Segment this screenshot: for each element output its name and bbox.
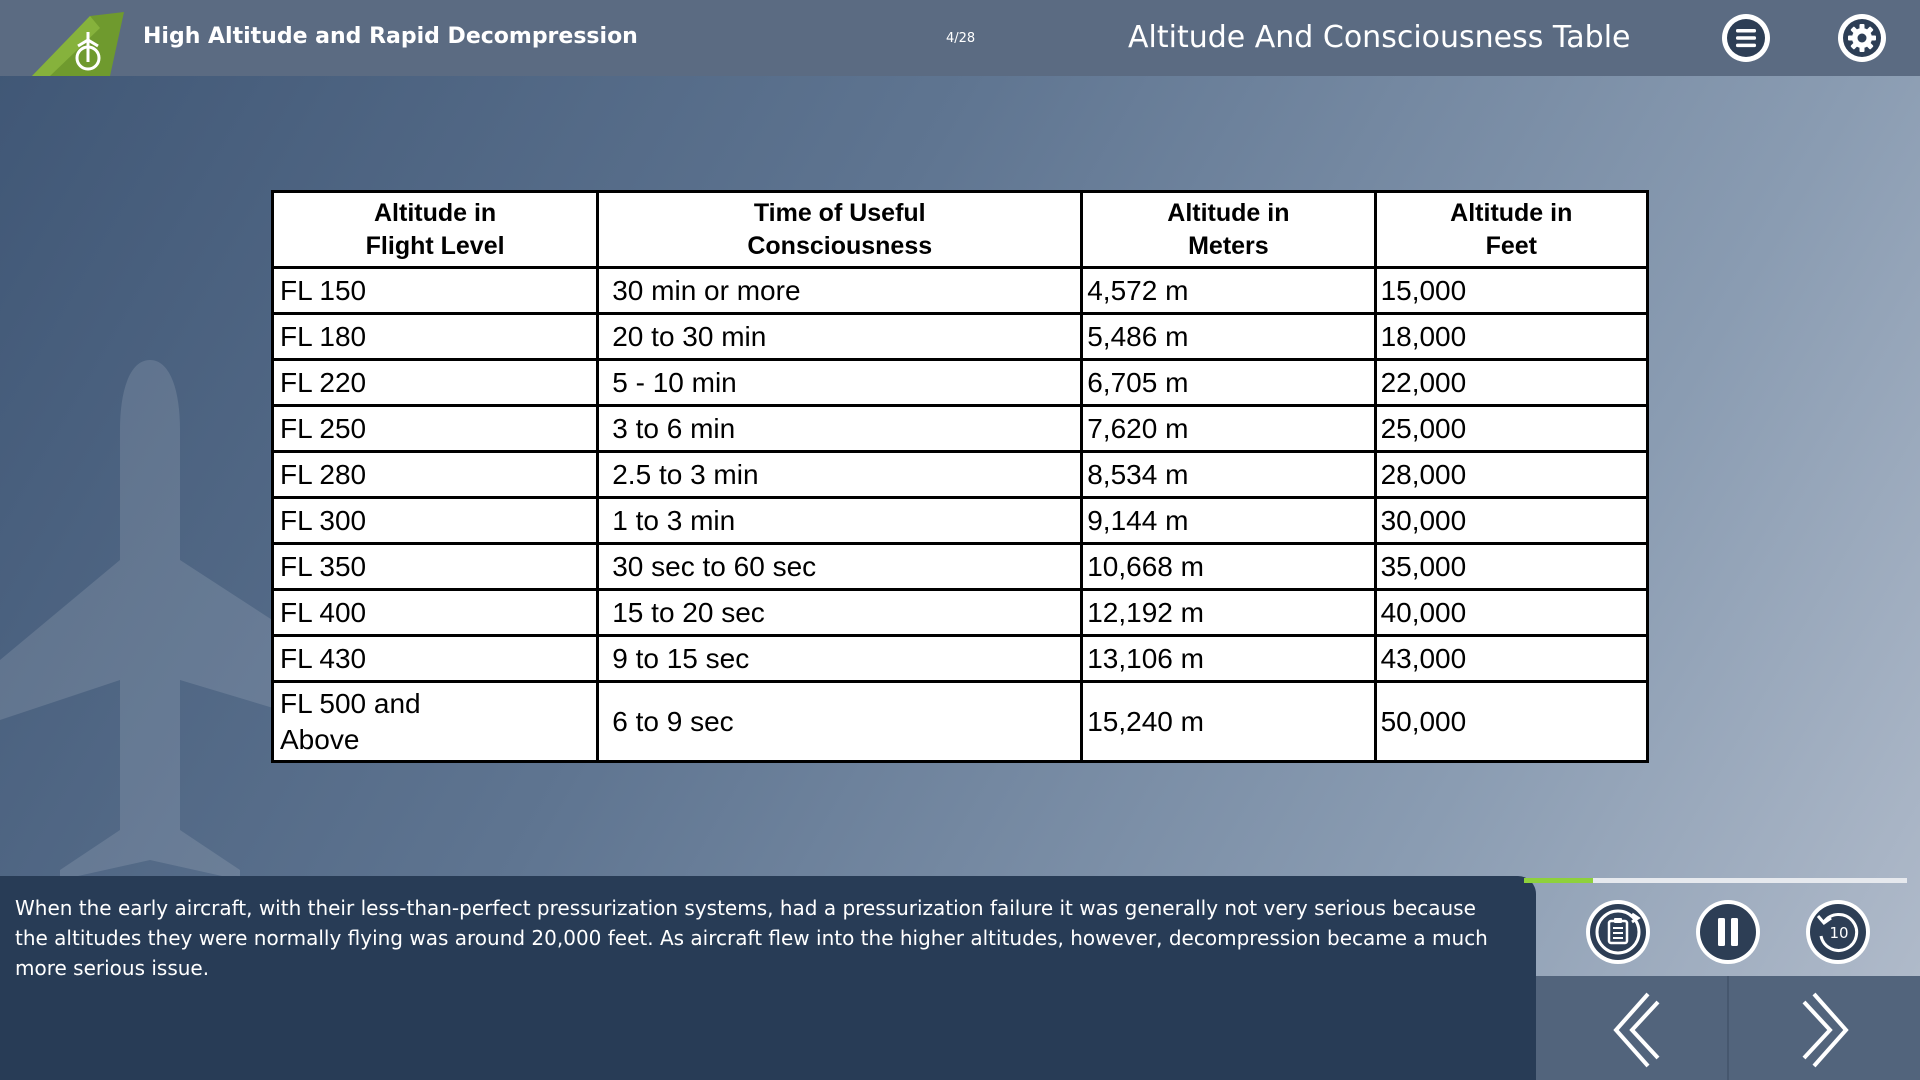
cell-meters: 13,106 m	[1082, 636, 1375, 682]
table-header-row	[273, 192, 1648, 268]
svg-text:10: 10	[1829, 924, 1849, 942]
cell-time: 30 sec to 60 sec	[598, 544, 1082, 590]
cell-flight-level: FL 300	[273, 498, 598, 544]
previous-page-button[interactable]	[1606, 990, 1666, 1070]
cell-flight-level: FL 150	[273, 268, 598, 314]
cell-feet: 15,000	[1375, 268, 1647, 314]
pause-icon	[1696, 900, 1760, 964]
cell-time: 20 to 30 min	[598, 314, 1082, 360]
chevron-right-icon	[1796, 990, 1856, 1070]
screen-title: Altitude And Consciousness Table	[1128, 20, 1631, 55]
audio-progress-fill	[1524, 878, 1593, 883]
table-row	[273, 406, 1648, 452]
airline-logo-icon	[30, 6, 126, 76]
player-controls	[1536, 888, 1920, 976]
cell-flight-level: FL 220	[273, 360, 598, 406]
gear-icon	[1838, 14, 1886, 62]
cell-feet: 43,000	[1375, 636, 1647, 682]
next-page-button[interactable]	[1796, 990, 1856, 1070]
cell-flight-level: FL 180	[273, 314, 598, 360]
narration-caption-panel	[0, 876, 1536, 1080]
nav-divider	[1727, 976, 1729, 1080]
cell-time: 30 min or more	[598, 268, 1082, 314]
cell-feet: 35,000	[1375, 544, 1647, 590]
replay-10-icon	[1806, 900, 1870, 964]
cell-meters: 7,620 m	[1082, 406, 1375, 452]
table-row	[273, 590, 1648, 636]
table-row	[273, 682, 1648, 762]
cell-meters: 4,572 m	[1082, 268, 1375, 314]
cell-feet: 50,000	[1375, 682, 1647, 762]
cell-flight-level: FL 500 and Above	[273, 682, 598, 762]
navigation-bar	[1536, 976, 1920, 1080]
cell-feet: 28,000	[1375, 452, 1647, 498]
cell-flight-level: FL 400	[273, 590, 598, 636]
settings-button[interactable]	[1838, 14, 1886, 62]
top-header-bar	[0, 0, 1920, 76]
table-row	[273, 268, 1648, 314]
cell-feet: 40,000	[1375, 590, 1647, 636]
cell-meters: 6,705 m	[1082, 360, 1375, 406]
header-altitude-feet: Altitude in Feet	[1375, 192, 1647, 268]
caption-text: When the early aircraft, with their less-than-perfect pressurization systems, had a pressurization failure it was generally not very serious because the altitudes they were normally flying was around 20,000 feet. As aircraft flew into the higher altitudes, however, decompression became a much more serious issue.	[15, 896, 1488, 980]
cell-feet: 30,000	[1375, 498, 1647, 544]
cell-time: 1 to 3 min	[598, 498, 1082, 544]
cell-flight-level: FL 280	[273, 452, 598, 498]
header-altitude-meters: Altitude in Meters	[1082, 192, 1375, 268]
header-flight-level: Altitude in Flight Level	[273, 192, 598, 268]
audio-progress-bar[interactable]	[1524, 878, 1907, 883]
cell-meters: 15,240 m	[1082, 682, 1375, 762]
cell-flight-level: FL 250	[273, 406, 598, 452]
table-row	[273, 360, 1648, 406]
cell-meters: 9,144 m	[1082, 498, 1375, 544]
table-row	[273, 314, 1648, 360]
cell-flight-level: FL 430	[273, 636, 598, 682]
cell-feet: 18,000	[1375, 314, 1647, 360]
chevron-left-icon	[1606, 990, 1666, 1070]
cell-time: 2.5 to 3 min	[598, 452, 1082, 498]
cell-time: 9 to 15 sec	[598, 636, 1082, 682]
cell-meters: 10,668 m	[1082, 544, 1375, 590]
cell-feet: 22,000	[1375, 360, 1647, 406]
menu-button[interactable]	[1722, 14, 1770, 62]
transcript-button[interactable]	[1586, 900, 1650, 964]
table-row	[273, 452, 1648, 498]
header-time-of-useful-consciousness: Time of Useful Consciousness	[598, 192, 1082, 268]
replay-10-button[interactable]	[1806, 900, 1870, 964]
cell-meters: 5,486 m	[1082, 314, 1375, 360]
pause-button[interactable]	[1696, 900, 1760, 964]
cell-feet: 25,000	[1375, 406, 1647, 452]
cell-meters: 8,534 m	[1082, 452, 1375, 498]
altitude-consciousness-table	[271, 190, 1649, 763]
cell-time: 3 to 6 min	[598, 406, 1082, 452]
cell-flight-level: FL 350	[273, 544, 598, 590]
hamburger-menu-icon	[1722, 14, 1770, 62]
page-counter: 4/28	[946, 31, 976, 46]
transcript-icon	[1586, 900, 1650, 964]
cell-meters: 12,192 m	[1082, 590, 1375, 636]
table-row	[273, 498, 1648, 544]
course-title: High Altitude and Rapid Decompression	[143, 24, 638, 49]
cell-time: 6 to 9 sec	[598, 682, 1082, 762]
cell-time: 15 to 20 sec	[598, 590, 1082, 636]
cell-time: 5 - 10 min	[598, 360, 1082, 406]
table-row	[273, 636, 1648, 682]
table-row	[273, 544, 1648, 590]
